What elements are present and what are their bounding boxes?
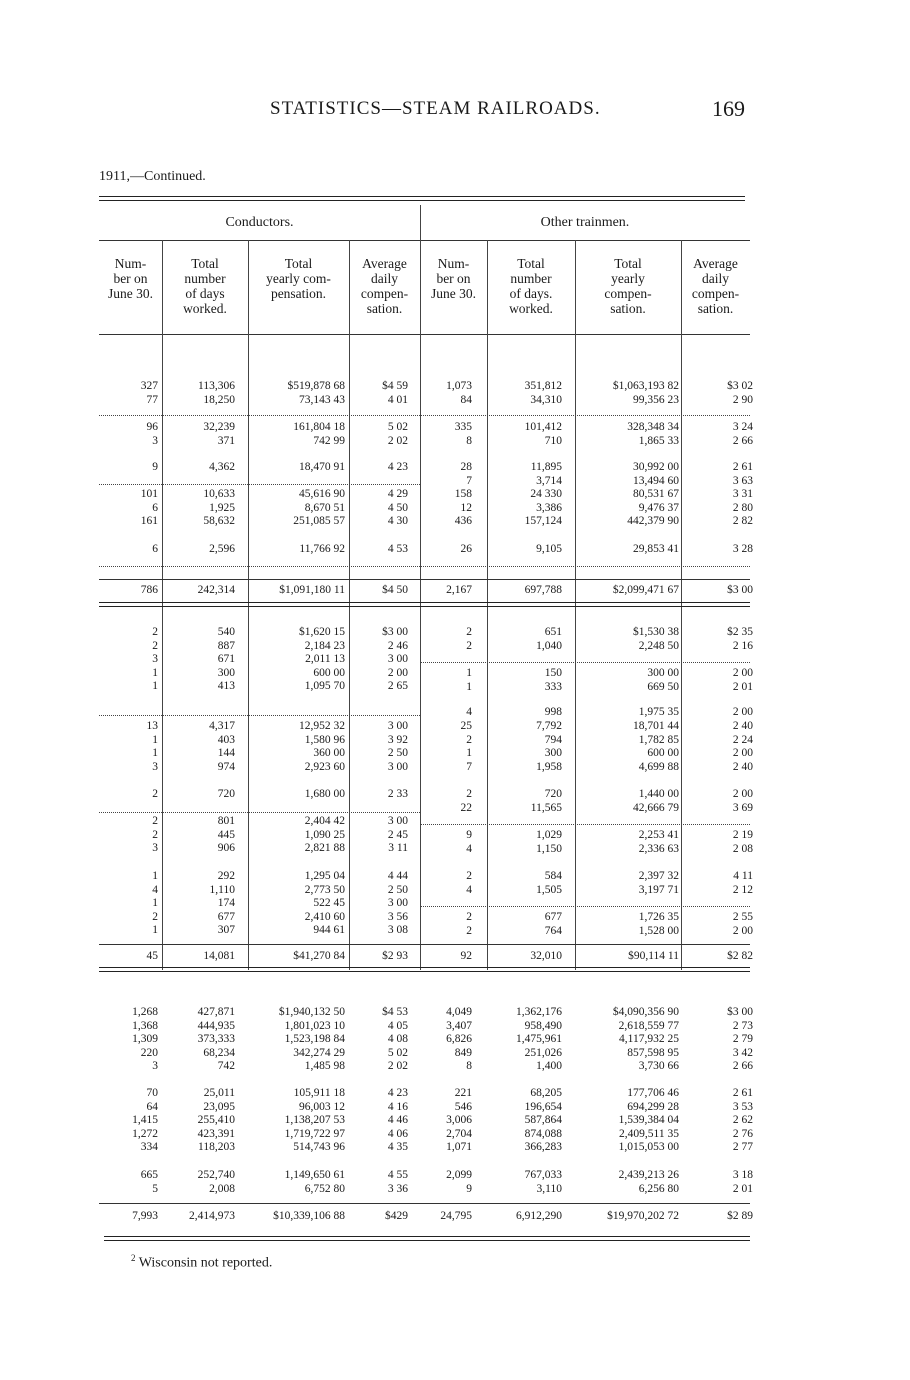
table-cell-c8: $3 00 2 73 2 79 3 42 2 66	[727, 1006, 753, 1073]
col-head-compensation-other: Total yearly compen- sation.	[604, 256, 652, 316]
top-double-rule	[99, 196, 745, 201]
table-cell-c3: $1,940,132 50 1,801,023 10 1,523,198 84 342,274 29 1,485 98	[278, 1006, 345, 1073]
table-cell-c2: 2,596	[209, 543, 235, 555]
table-cell-c1: 6	[152, 543, 158, 555]
table-cell-c2: 242,314	[197, 584, 235, 596]
table-cell-c2: 292 1,110 174 677 307	[209, 870, 235, 937]
table-cell-c7: 30,992 00	[633, 461, 679, 473]
table-cell-c2: 4,362	[209, 461, 235, 473]
table-cell-c5: 158 12 436	[454, 488, 472, 528]
footnote-text: Wisconsin not reported.	[138, 1255, 273, 1271]
table-cell-c7: $90,114 11	[628, 950, 679, 962]
dotted-separator	[99, 484, 420, 485]
table-cell-c4: $4 50	[382, 584, 408, 596]
table-cell-c7: 80,531 67 9,476 37 442,379 90	[627, 488, 679, 528]
table-cell-c1: 70 64 1,415 1,272 334	[132, 1087, 158, 1154]
table-cell-c2: 4,317 403 144 974	[209, 720, 235, 773]
table-cell-c5: 24,795	[440, 1210, 472, 1222]
table-cell-c2: 2,414,973	[189, 1210, 235, 1222]
table-cell-c3: 1,680 00	[304, 788, 345, 800]
table-cell-c3: $10,339,106 88	[273, 1210, 345, 1222]
table-cell-c2: 427,871 444,935 373,333 68,234 742	[197, 1006, 235, 1073]
table-cell-c5: 92	[460, 950, 472, 962]
table-cell-c3: $1,091,180 11	[279, 584, 345, 596]
table-cell-c4: 5 02 2 02	[387, 421, 408, 447]
table-cell-c7: 29,853 41	[633, 543, 679, 555]
table-cell-c6: 767,033 3,110	[524, 1169, 562, 1195]
table-cell-c7: $19,970,202 72	[607, 1210, 679, 1222]
col-head-number-other: Num- ber on June 30.	[431, 256, 476, 301]
table-cell-c2: 113,306 18,250	[198, 380, 235, 406]
table-cell-c3: 1,149,650 61 6,752 80	[284, 1169, 345, 1195]
table-cell-c7: $2,099,471 67	[612, 584, 679, 596]
table-cell-c6: 1,362,176 958,490 1,475,961 251,026 1,400	[516, 1006, 562, 1073]
table-cell-c5: 2,099 9	[446, 1169, 472, 1195]
subtotal-rule	[99, 579, 750, 580]
table-cell-c5: 7	[466, 475, 472, 487]
table-cell-c1: 2	[152, 788, 158, 800]
table-cell-c1: 665 5	[140, 1169, 158, 1195]
table-cell-c6: 6,912,290	[516, 1210, 562, 1222]
table-cell-c1: 96 3	[146, 421, 158, 447]
dotted-separator	[99, 566, 750, 567]
table-cell-c5: 4	[466, 706, 472, 718]
running-header: STATISTICS—STEAM RAILROADS.	[270, 98, 601, 119]
table-cell-c1: 45	[146, 950, 158, 962]
table-cell-c7: 300 00 669 50	[647, 667, 679, 693]
table-cell-c4: 2 33	[387, 788, 408, 800]
table-cell-c5: 28	[460, 461, 472, 473]
table-cell-c5: 221 546 3,006 2,704 1,071	[446, 1087, 472, 1154]
table-cell-c7: 1,975 35	[638, 706, 679, 718]
table-cell-c8: 2 61	[732, 461, 753, 473]
footnote-mark: 2	[131, 1253, 136, 1263]
table-cell-c4: $4 53 4 05 4 08 5 02 2 02	[382, 1006, 408, 1073]
table-cell-c7: 328,348 34 1,865 33	[627, 421, 679, 447]
group-header-conductors: Conductors.	[225, 215, 294, 230]
table-cell-c8: 2 00 2 01	[732, 667, 753, 693]
table-cell-c8: 2 55 2 00	[732, 911, 753, 937]
table-cell-c6: 677 764	[544, 911, 562, 937]
table-cell-c4: 3 00 3 92 2 50 3 00	[387, 720, 408, 773]
dotted-separator	[420, 824, 750, 825]
table-cell-c6: 9,105	[536, 543, 562, 555]
dotted-separator	[99, 715, 420, 716]
table-cell-c2: 10,633 1,925 58,632	[203, 488, 235, 528]
table-cell-c1: 9	[152, 461, 158, 473]
table-cell-c8: $2 82	[727, 950, 753, 962]
table-cell-c4: 4 44 2 50 3 00 3 56 3 08	[387, 870, 408, 937]
table-cell-c1: 13 1 1 3	[146, 720, 158, 773]
dotted-separator	[420, 906, 750, 907]
table-cell-c4: $4 59 4 01	[382, 380, 408, 406]
table-cell-c4: 3 00 2 45 3 11	[387, 815, 408, 855]
table-cell-c5: 2,167	[446, 584, 472, 596]
table-cell-c6: 651 1,040	[536, 626, 562, 652]
table-cell-c6: 7,792 794 300 1,958	[536, 720, 562, 773]
table-cell-c8: $2 89	[727, 1210, 753, 1222]
dotted-separator	[99, 415, 750, 416]
grand-total-rule	[99, 1203, 750, 1204]
table-cell-c5: 1 1	[466, 667, 472, 693]
page-number: 169	[712, 96, 745, 121]
table-cell-c3: 105,911 18 96,003 12 1,138,207 53 1,719,722 97 514,743 96	[284, 1087, 345, 1154]
table-cell-c7: 1,726 35 1,528 00	[638, 911, 679, 937]
bottom-double-rule	[104, 1236, 750, 1241]
table-cell-c3: 161,804 18 742 99	[293, 421, 345, 447]
table-cell-c8: 3 31 2 80 2 82	[732, 488, 753, 528]
table-cell-c8: 3 63	[732, 475, 753, 487]
table-cell-c8: 3 24 2 66	[732, 421, 753, 447]
table-cell-c3: 1,295 04 2,773 50 522 45 2,410 60 944 61	[304, 870, 345, 937]
table-cell-c6: 24 330 3,386 157,124	[524, 488, 562, 528]
table-cell-c7: $1,063,193 82 99,356 23	[612, 380, 679, 406]
table-cell-c5: 335 8	[454, 421, 472, 447]
table-cell-c7: 177,706 46 694,299 28 1,539,384 04 2,409,511 35 1,015,053 00	[618, 1087, 679, 1154]
col-head-number-conductors: Num- ber on June 30.	[108, 256, 153, 301]
dotted-separator	[99, 812, 420, 813]
table-cell-c2: 801 445 906	[217, 815, 235, 855]
table-cell-c5: 2 4	[466, 870, 472, 896]
table-cell-c7: $4,090,356 90 2,618,559 77 4,117,932 25 857,598 95 3,730 66	[612, 1006, 679, 1073]
table-cell-c3: 2,404 42 1,090 25 2,821 88	[304, 815, 345, 855]
table-cell-c3: $519,878 68 73,143 43	[287, 380, 345, 406]
table-cell-c8: 2 19 2 08	[732, 829, 753, 855]
table-cell-c6: 998	[544, 706, 562, 718]
table-cell-c7: 1,440 00 42,666 79	[633, 788, 679, 814]
table-cell-c8: $3 00	[727, 584, 753, 596]
table-cell-c8: 2 00	[732, 706, 753, 718]
table-cell-c5: 26	[460, 543, 472, 555]
table-cell-c6: 68,205 196,654 587,864 874,088 366,283	[524, 1087, 562, 1154]
table-cell-c2: 32,239 371	[203, 421, 235, 447]
col-head-compensation-conductors: Total yearly com- pensation.	[266, 256, 331, 301]
section-double-rule	[99, 602, 750, 607]
table-cell-c1: 1,268 1,368 1,309 220 3	[132, 1006, 158, 1073]
table-cell-c2: 252,740 2,008	[197, 1169, 235, 1195]
table-cell-c8: 2 61 3 53 2 62 2 76 2 77	[732, 1087, 753, 1154]
table-cell-c4: $2 93	[382, 950, 408, 962]
table-cell-c5: 4,049 3,407 6,826 849 8	[446, 1006, 472, 1073]
table-cell-c6: 32,010	[530, 950, 562, 962]
table-cell-c5: 2 2	[466, 626, 472, 652]
table-cell-c8: 2 40 2 24 2 00 2 40	[732, 720, 753, 773]
table-cell-c8: 2 00 3 69	[732, 788, 753, 814]
table-cell-c4: 4 55 3 36	[387, 1169, 408, 1195]
table-cell-c4: 4 29 4 50 4 30	[387, 488, 408, 528]
continued-label: 1911,—Continued.	[99, 169, 206, 184]
col-head-average-conductors: Average daily compen- sation.	[360, 256, 409, 316]
table-cell-c8: $3 02 2 90	[727, 380, 753, 406]
table-cell-c3: $41,270 84	[293, 950, 345, 962]
table-cell-c6: 150 333	[544, 667, 562, 693]
section-double-rule	[99, 967, 750, 972]
table-cell-c6: 584 1,505	[536, 870, 562, 896]
table-cell-c3: 18,470 91	[299, 461, 345, 473]
col-head-days-conductors: Total number of days worked.	[183, 256, 227, 316]
table-cell-c3: 12,952 32 1,580 96 360 00 2,923 60	[299, 720, 345, 773]
header-bottom-rule	[99, 334, 750, 335]
table-cell-c2: 720	[217, 788, 235, 800]
table-cell-c6: 101,412 710	[524, 421, 562, 447]
table-cell-c1: 1 4 1 2 1	[152, 870, 158, 937]
table-cell-c3: 45,616 90 8,670 51 251,085 57	[293, 488, 345, 528]
table-cell-c7: 13,494 60	[633, 475, 679, 487]
table-cell-c7: 2,439,213 26 6,256 80	[618, 1169, 679, 1195]
footnote	[131, 1253, 272, 1272]
table-cell-c4: 4 53	[387, 543, 408, 555]
table-cell-c3: $1,620 15 2,184 23 2,011 13 600 00 1,095 70	[299, 626, 345, 693]
table-cell-c5: 25 2 1 7	[460, 720, 472, 773]
table-cell-c6: 11,895	[530, 461, 562, 473]
table-cell-c8: 4 11 2 12	[732, 870, 753, 896]
table-cell-c8: 3 18 2 01	[732, 1169, 753, 1195]
subtotal-rule	[99, 944, 750, 945]
table-cell-c1: 101 6 161	[140, 488, 158, 528]
group-header-other-trainmen: Other trainmen.	[540, 215, 630, 230]
table-cell-c4: 4 23	[387, 461, 408, 473]
table-cell-c6: 1,029 1,150	[536, 829, 562, 855]
table-cell-c4: $429	[385, 1210, 408, 1222]
table-cell-c5: 2 2	[466, 911, 472, 937]
table-cell-c6: 697,788	[524, 584, 562, 596]
table-cell-c6: 720 11,565	[530, 788, 562, 814]
table-cell-c7: 18,701 44 1,782 85 600 00 4,699 88	[633, 720, 679, 773]
table-cell-c1: 786	[140, 584, 158, 596]
table-cell-c5: 2 22	[460, 788, 472, 814]
col-head-average-other: Average daily compen- sation.	[691, 256, 740, 316]
dotted-separator	[420, 662, 750, 663]
table-cell-c4: 4 23 4 16 4 46 4 06 4 35	[387, 1087, 408, 1154]
table-cell-c4: $3 00 2 46 3 00 2 00 2 65	[382, 626, 408, 693]
table-cell-c7: $1,530 38 2,248 50	[633, 626, 679, 652]
table-cell-c6: 351,812 34,310	[524, 380, 562, 406]
table-cell-c1: 2 2 3 1 1	[152, 626, 158, 693]
col-head-days-other: Total number of days. worked.	[509, 256, 553, 316]
table-cell-c7: 2,253 41 2,336 63	[638, 829, 679, 855]
table-cell-c1: 327 77	[140, 380, 158, 406]
table-cell-c2: 25,011 23,095 255,410 423,391 118,203	[197, 1087, 235, 1154]
table-cell-c8: 3 28	[732, 543, 753, 555]
table-cell-c1: 2 2 3	[152, 815, 158, 855]
table-cell-c6: 3,714	[536, 475, 562, 487]
group-underline	[99, 240, 750, 241]
table-cell-c3: 11,766 92	[299, 543, 345, 555]
divider-4	[420, 205, 421, 970]
table-cell-c2: 540 887 671 300 413	[217, 626, 235, 693]
table-cell-c5: 9 4	[466, 829, 472, 855]
table-cell-c7: 2,397 32 3,197 71	[638, 870, 679, 896]
table-cell-c8: $2 35 2 16	[727, 626, 753, 652]
table-cell-c1: 7,993	[132, 1210, 158, 1222]
table-cell-c2: 14,081	[203, 950, 235, 962]
table-cell-c5: 1,073 84	[446, 380, 472, 406]
